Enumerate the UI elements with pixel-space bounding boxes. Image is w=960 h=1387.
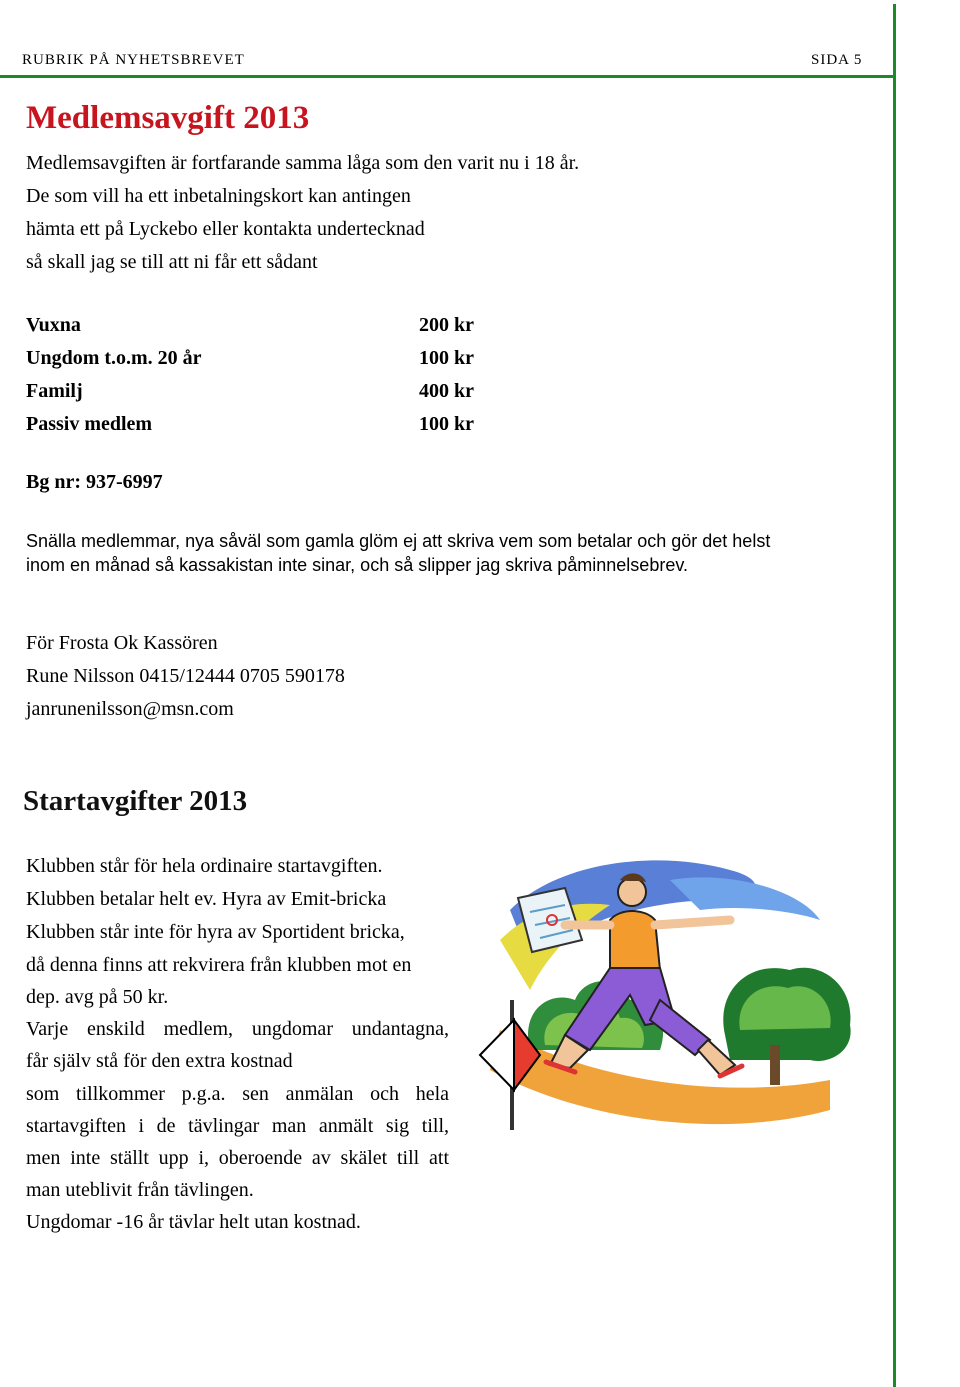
notice-line: inom en månad så kassakistan inte sinar, och så slipper jag skriva påminnelsebrev.: [26, 555, 689, 575]
fee-label: Familj: [26, 380, 83, 402]
contact-line: Rune Nilsson 0415/12444 0705 590178: [26, 665, 345, 687]
start-fee-line: men inte ställt upp i, oberoende av skälet till att: [26, 1147, 449, 1169]
intro-line: så skall jag se till att ni får ett sådant: [26, 251, 318, 273]
intro-line: Medlemsavgiften är fortfarande samma låga som den varit nu i 18 år.: [26, 152, 580, 174]
start-fee-line: dep. avg på 50 kr.: [26, 986, 169, 1008]
start-fee-line: man uteblivit från tävlingen.: [26, 1179, 254, 1201]
vertical-rule: [893, 4, 896, 1387]
section-title-start-fees: Startavgifter 2013: [23, 785, 248, 817]
contact-email: janrunenilsson@msn.com: [26, 698, 234, 720]
fee-label: Passiv medlem: [26, 413, 153, 435]
start-fee-line: startavgiften i de tävlingar man anmält sig till,: [26, 1115, 449, 1137]
contact-line: För Frosta Ok Kassören: [26, 632, 218, 654]
notice-line: Snälla medlemmar, nya såväl som gamla glöm ej att skriva vem som betalar och gör det helst: [26, 531, 771, 551]
start-fee-line: som tillkommer p.g.a. sen anmälan och hela: [26, 1083, 449, 1105]
bank-giro-number: Bg nr: 937-6997: [26, 471, 163, 493]
fee-amount: 200 kr: [419, 314, 474, 336]
header-rule: [0, 75, 896, 78]
start-fee-line: Varje enskild medlem, ungdomar undantagna,: [26, 1018, 449, 1040]
start-fee-line: Klubben står inte för hyra av Sportident bricka,: [26, 921, 405, 943]
start-fee-line: då denna finns att rekvirera från klubben mot en: [26, 954, 412, 976]
fee-label: Ungdom t.o.m. 20 år: [26, 347, 202, 369]
fee-amount: 400 kr: [419, 380, 474, 402]
header-right: SIDA 5: [811, 52, 863, 68]
section-title-membership: Medlemsavgift 2013: [26, 100, 310, 136]
intro-line: hämta ett på Lyckebo eller kontakta undertecknad: [26, 218, 425, 240]
start-fee-line: Klubben betalar helt ev. Hyra av Emit-bricka: [26, 888, 387, 910]
header-left: RUBRIK PÅ NYHETSBREVET: [22, 52, 245, 68]
start-fee-line: Ungdomar -16 år tävlar helt utan kostnad.: [26, 1211, 361, 1233]
start-fee-line: får själv stå för den extra kostnad: [26, 1050, 293, 1072]
start-fee-line: Klubben står för hela ordinaire startavgiften.: [26, 855, 383, 877]
fee-amount: 100 kr: [419, 413, 474, 435]
fee-amount: 100 kr: [419, 347, 474, 369]
intro-line: De som vill ha ett inbetalningskort kan antingen: [26, 185, 411, 207]
orienteering-runner-icon: [470, 850, 870, 1145]
fee-label: Vuxna: [26, 314, 81, 336]
